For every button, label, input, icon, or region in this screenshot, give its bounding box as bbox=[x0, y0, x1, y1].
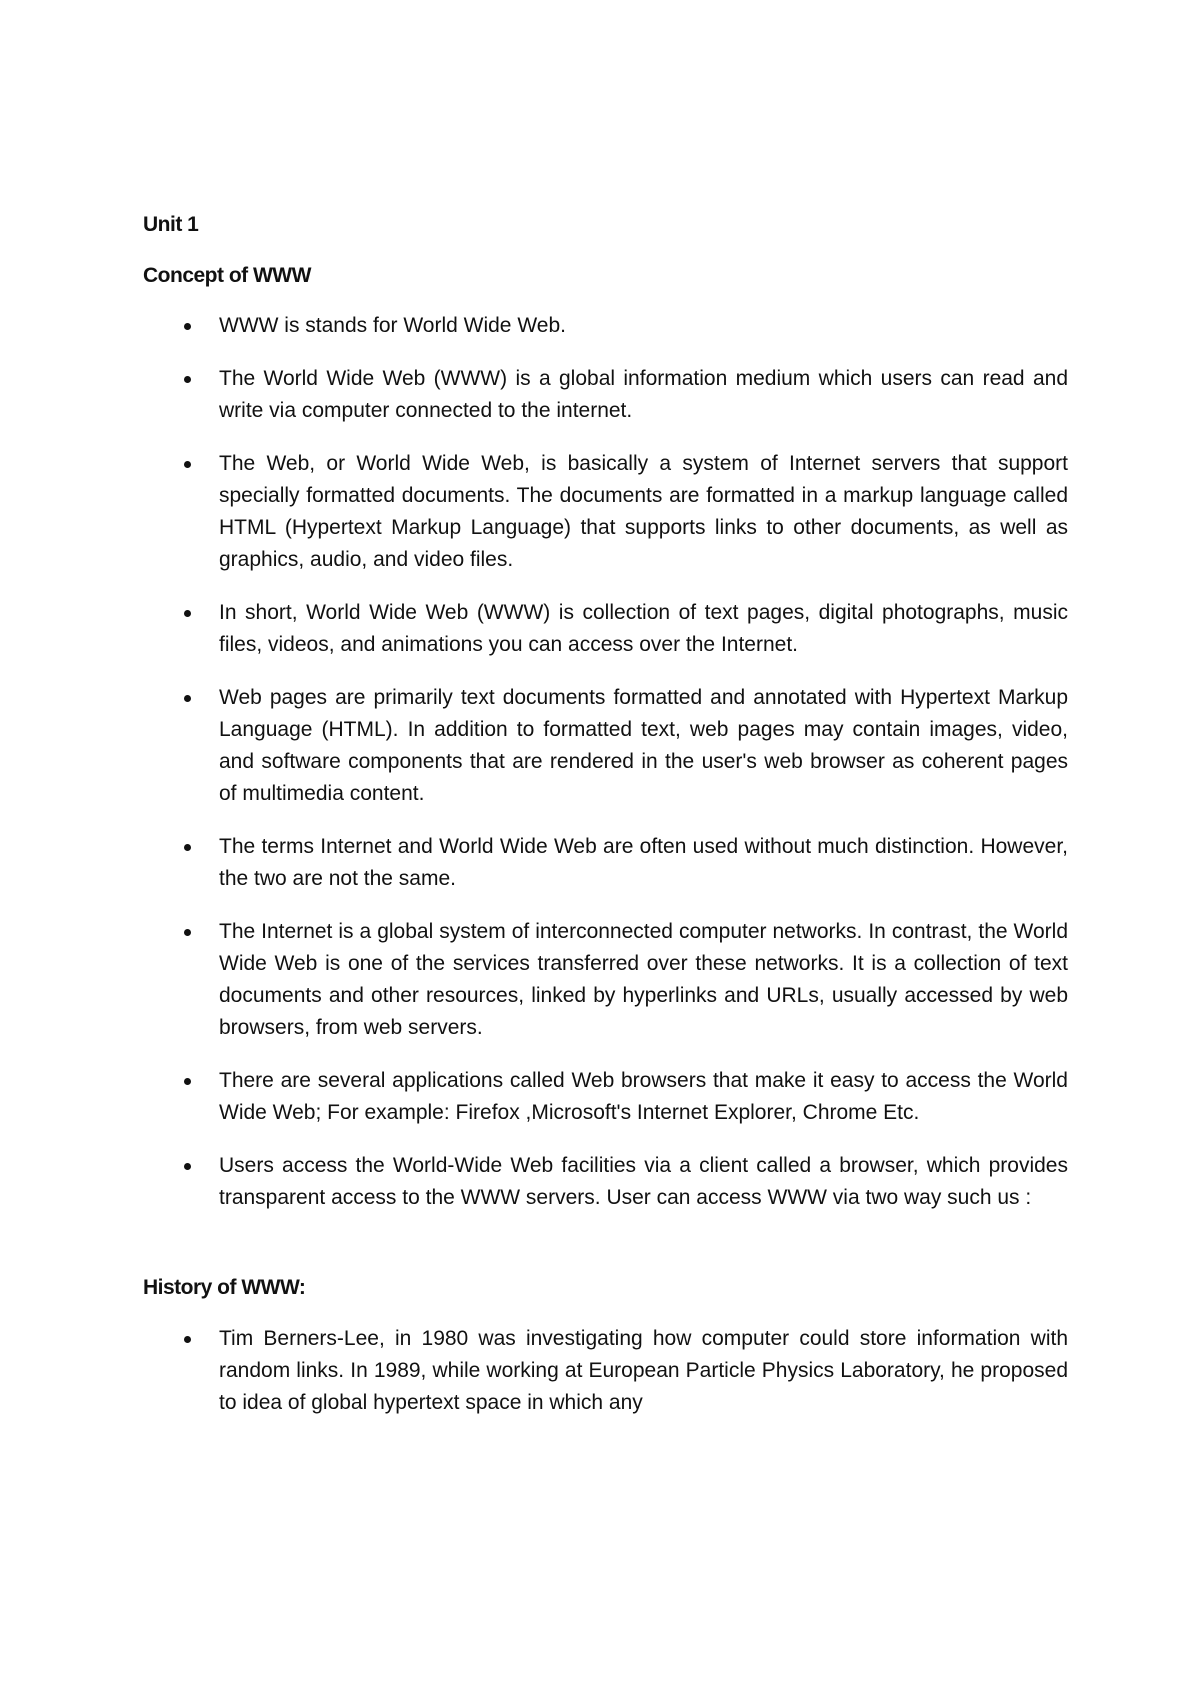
list-item bbox=[143, 363, 1068, 427]
concept-bullet-list bbox=[143, 310, 1068, 1214]
bullet-icon bbox=[184, 1163, 191, 1170]
list-item-text: WWW is stands for World Wide Web. bbox=[219, 314, 566, 338]
section-heading-concept: Concept of WWW bbox=[143, 264, 311, 288]
bullet-icon bbox=[184, 1078, 191, 1085]
list-item bbox=[143, 682, 1068, 810]
list-item bbox=[143, 448, 1068, 576]
list-item-text: In short, World Wide Web (WWW) is collection of text pages, digital photographs, music files, videos, and animations you can access over the Internet. bbox=[219, 601, 1068, 657]
list-item bbox=[143, 916, 1068, 1044]
list-item bbox=[143, 1150, 1068, 1214]
bullet-icon bbox=[184, 844, 191, 851]
document-content bbox=[143, 212, 1068, 1440]
list-item-text: There are several applications called Web browsers that make it easy to access the World Wide Web; For example: Firefox ,Microsoft's Internet Explorer, Chrome Etc. bbox=[219, 1069, 1068, 1125]
list-item bbox=[143, 310, 1068, 342]
bullet-icon bbox=[184, 610, 191, 617]
list-item bbox=[143, 597, 1068, 661]
list-item bbox=[143, 1065, 1068, 1129]
list-item-text: The World Wide Web (WWW) is a global information medium which users can read and write via computer connected to the internet. bbox=[219, 367, 1068, 423]
list-item-text: The terms Internet and World Wide Web are often used without much distinction. However, the two are not the same. bbox=[219, 835, 1068, 891]
list-item-text: Users access the World-Wide Web facilities via a client called a browser, which provides transparent access to the WWW servers. User can access WWW via two way such us : bbox=[219, 1154, 1068, 1210]
list-item-text: The Internet is a global system of interconnected computer networks. In contrast, the World Wide Web is one of the services transferred over these networks. It is a collection of text documents and other resources, linked by hyperlinks and URLs, usually accessed by web browsers, from web servers. bbox=[219, 920, 1068, 1040]
bullet-icon bbox=[184, 929, 191, 936]
section-heading-history: History of WWW: bbox=[143, 1276, 306, 1300]
list-item-text: Tim Berners-Lee, in 1980 was investigating how computer could store information with random links. In 1989, while working at European Particle Physics Laboratory, he proposed to idea of global hypertext space in which any bbox=[219, 1326, 1068, 1414]
section-spacer bbox=[143, 1235, 1068, 1275]
unit-heading: Unit 1 bbox=[143, 213, 199, 236]
list-item bbox=[143, 831, 1068, 895]
bullet-icon bbox=[184, 323, 191, 330]
bullet-icon bbox=[184, 1336, 191, 1343]
bullet-icon bbox=[184, 461, 191, 468]
list-item-text: The Web, or World Wide Web, is basically a system of Internet servers that support specially formatted documents. The documents are formatted in a markup language called HTML (Hypertext Markup Language) that supports links to other documents, as well as graphics, audio, and video files. bbox=[219, 452, 1068, 572]
list-item bbox=[143, 1323, 1068, 1419]
list-item-text: Web pages are primarily text documents formatted and annotated with Hypertext Markup Language (HTML). In addition to formatted text, web pages may contain images, video, and software components that are rendered in the user's web browser as coherent pages of multimedia content. bbox=[219, 686, 1068, 806]
bullet-icon bbox=[184, 376, 191, 383]
history-bullet-list bbox=[143, 1323, 1068, 1419]
bullet-icon bbox=[184, 695, 191, 702]
